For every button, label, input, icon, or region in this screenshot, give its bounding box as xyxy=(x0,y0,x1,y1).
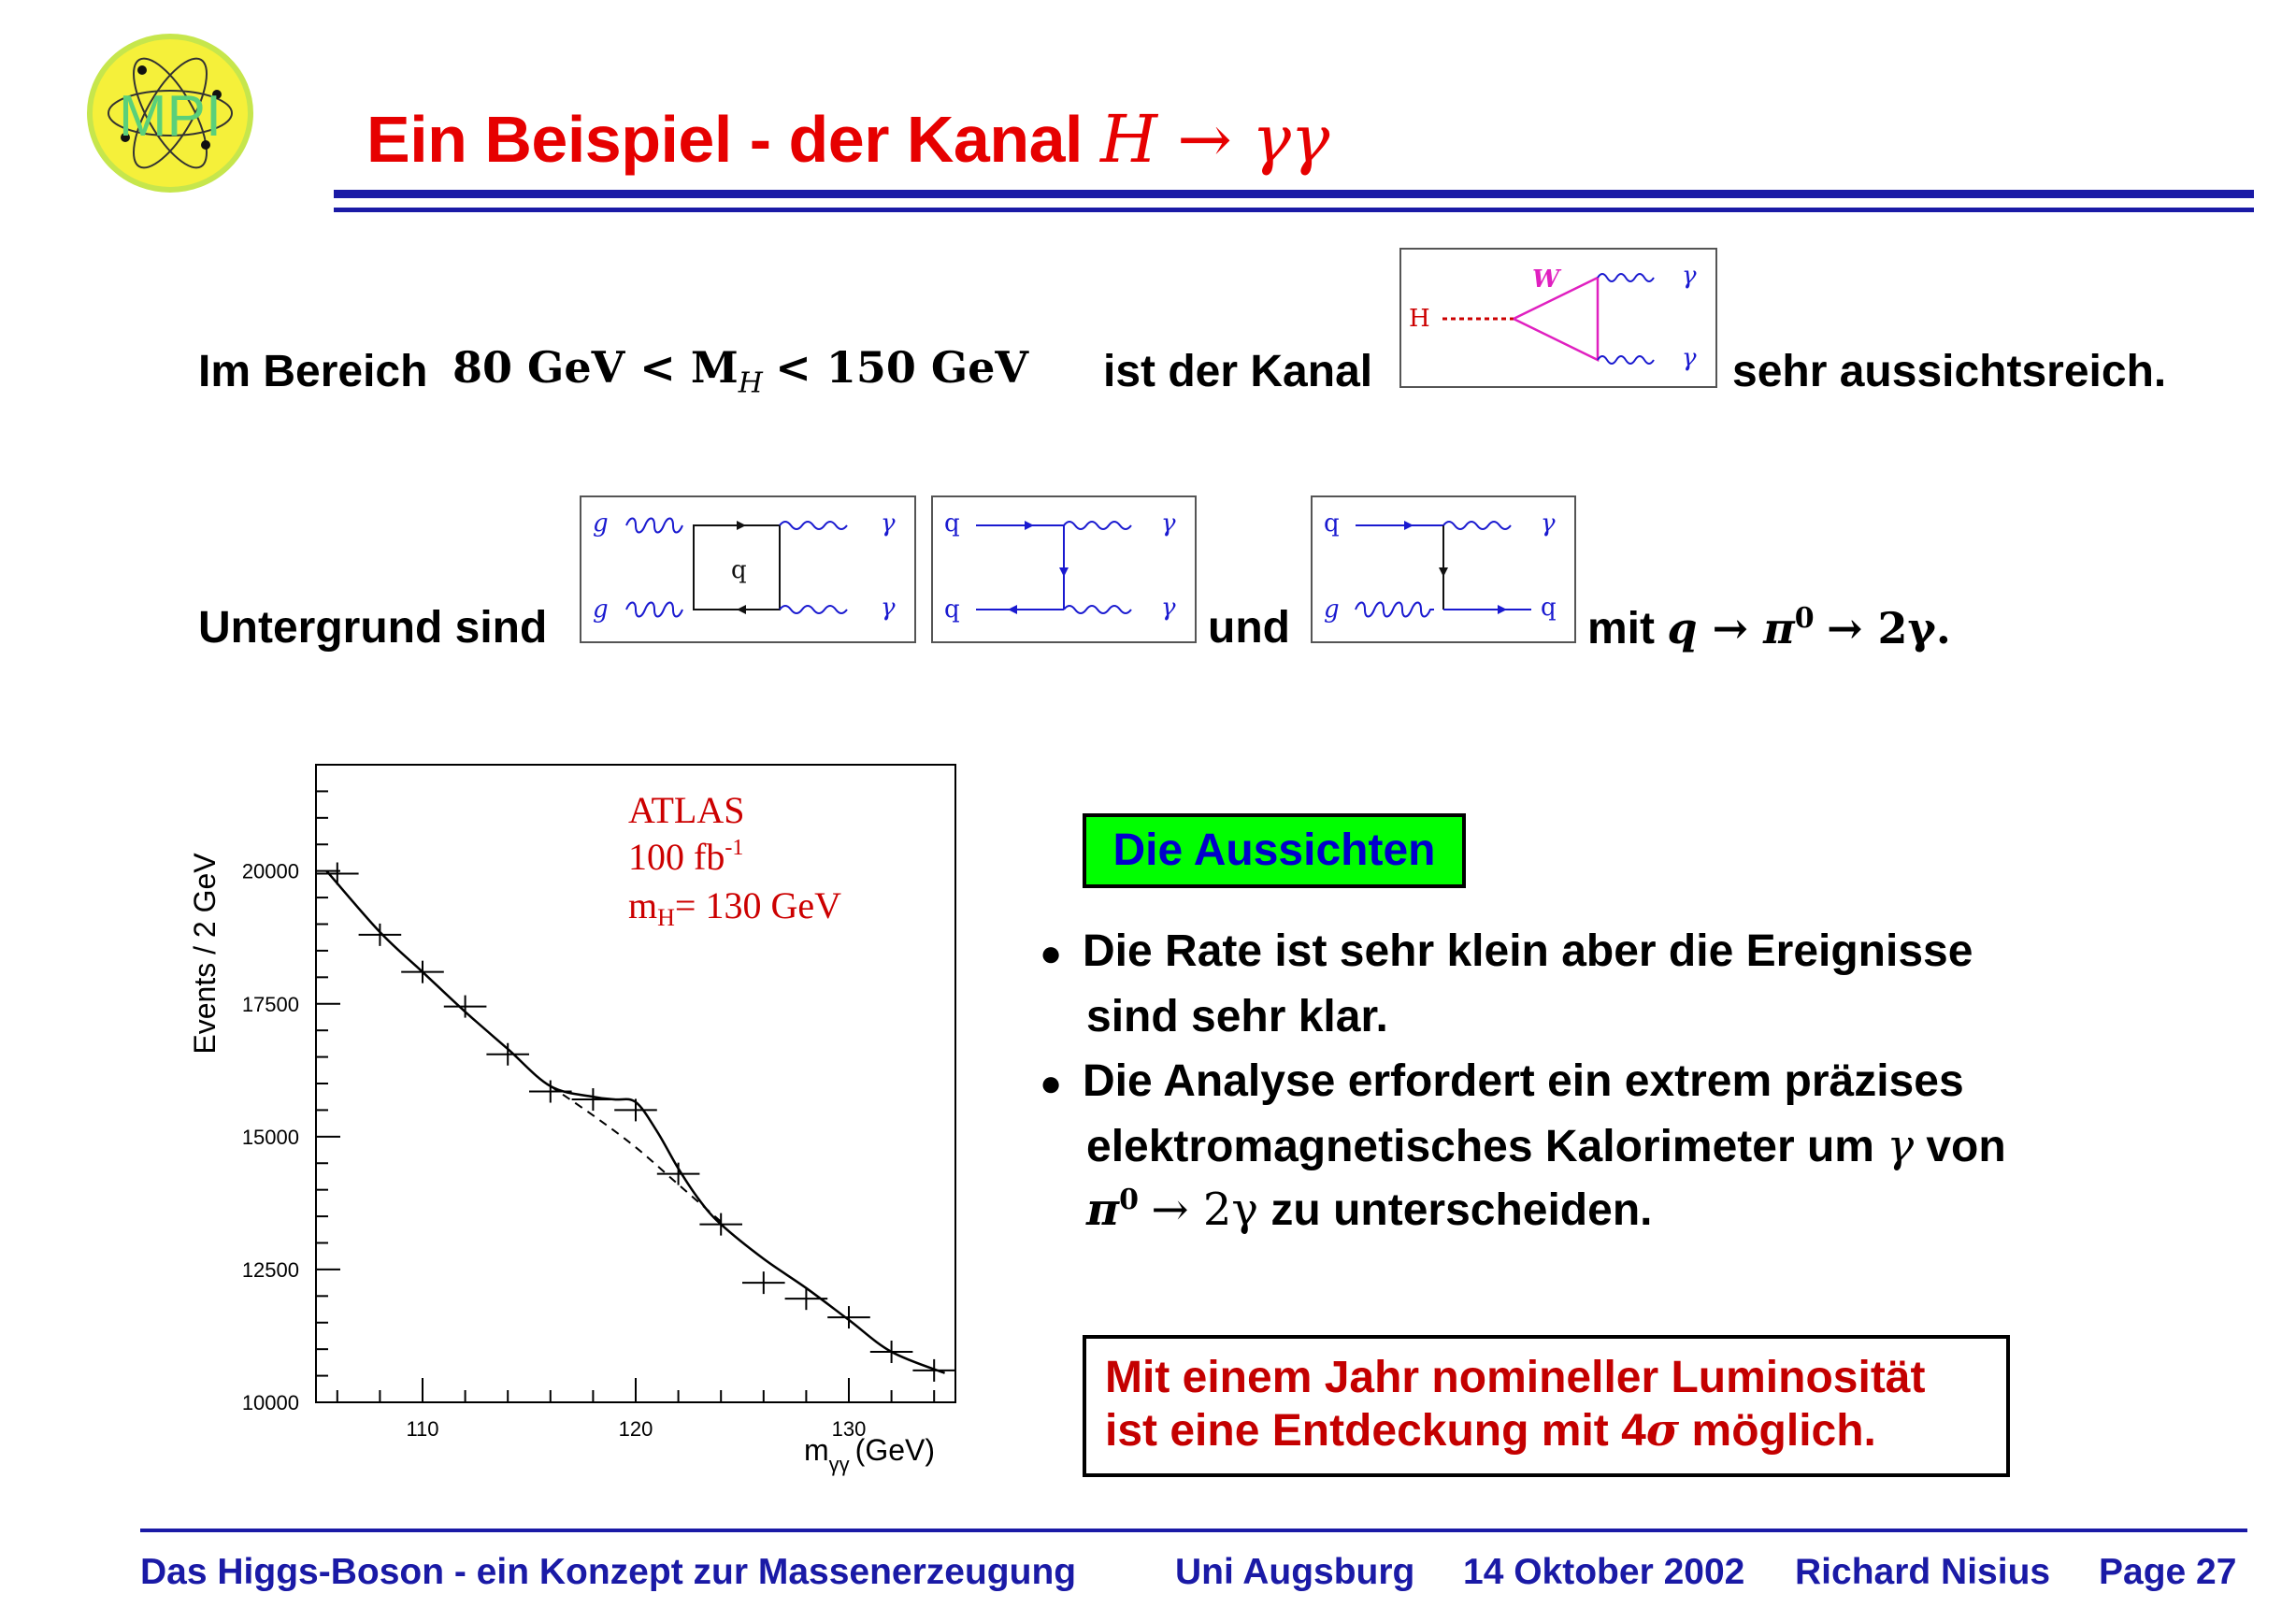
bg1-q: q xyxy=(731,556,747,584)
bullet-1-dot: ● xyxy=(1040,933,1063,974)
plot-ylabel: Events / 2 GeV xyxy=(188,853,222,1055)
footer-talk: Das Higgs-Boson - ein Konzept zur Massenerzeugung xyxy=(140,1552,1077,1592)
data-point xyxy=(316,863,359,885)
plot-annot-mass xyxy=(628,884,841,931)
bg3-q-out: q xyxy=(1541,594,1557,622)
bg3-gamma: γ xyxy=(1541,510,1556,538)
footer-place: Uni Augsburg xyxy=(1175,1552,1415,1592)
conclusion-line2-math: σ xyxy=(1645,1404,1680,1457)
bg1-gamma2: γ xyxy=(881,594,896,622)
bg2-q2: q xyxy=(944,596,960,624)
line1-math-tail: < 150 GeV xyxy=(775,342,1029,393)
y-tick-label: 17500 xyxy=(241,992,299,1016)
mass-spectrum-plot xyxy=(187,748,991,1486)
y-tick-label: 12500 xyxy=(241,1257,299,1282)
line1-math-text: 80 GeV < M xyxy=(452,342,739,393)
diag-h-label: H xyxy=(1409,305,1430,333)
x-tick-label: 120 xyxy=(618,1417,653,1441)
x-tick-label: 110 xyxy=(406,1417,439,1441)
bullet-2-line2 xyxy=(1086,1120,2006,1172)
plot-annot-mass-sub: H xyxy=(657,904,675,931)
line2-mit xyxy=(1587,602,1951,654)
y-tick-label: 10000 xyxy=(241,1391,299,1414)
bullet-1-line1: Die Rate ist sehr klein aber die Ereignisse xyxy=(1083,926,1973,976)
footer-author: Richard Nisius xyxy=(1795,1552,2051,1592)
line1-middle: ist der Kanal xyxy=(1103,347,1373,396)
page-title xyxy=(366,101,1329,178)
conclusion-line2 xyxy=(1105,1404,2006,1457)
bg1-g1: g xyxy=(593,510,609,538)
conclusion-line1: Mit einem Jahr nomineller Luminosität xyxy=(1105,1353,1926,1402)
line2-prefix: Untergrund sind xyxy=(198,603,548,653)
aussichten-box: Die Aussichten xyxy=(1083,813,1466,888)
line1-math xyxy=(452,342,1028,400)
conclusion-line2-text: ist eine Entdeckung mit 4 xyxy=(1105,1406,1646,1456)
background-diagram-qg xyxy=(1311,495,1576,643)
plot-xlabel xyxy=(804,1433,935,1476)
plot-xlabel-sub: γγ xyxy=(828,1453,850,1476)
bg2-q1: q xyxy=(944,510,960,538)
background-diagram-qq xyxy=(931,495,1197,643)
diag-gamma2: γ xyxy=(1682,344,1697,372)
plot-annot-lumi xyxy=(628,836,743,878)
diag-w-label: W xyxy=(1532,266,1560,294)
title-rule-thick xyxy=(334,190,2254,198)
bullet-2-line3-math-tail: → 2γ xyxy=(1151,1184,1259,1236)
data-point xyxy=(657,1163,700,1185)
footer-date: 14 Oktober 2002 xyxy=(1463,1552,1745,1592)
y-tick-label: 20000 xyxy=(241,859,299,883)
title-rule-thin xyxy=(334,208,2254,212)
diag-gamma1: γ xyxy=(1682,262,1697,290)
data-point xyxy=(359,924,402,946)
line1-suffix: sehr aussichtsreich. xyxy=(1732,347,2167,396)
bg3-q-in: q xyxy=(1324,510,1340,538)
line2-math-tail: → 2γ. xyxy=(1826,603,1951,653)
bg2-gamma2: γ xyxy=(1161,594,1176,622)
line2-und: und xyxy=(1208,603,1290,653)
bullet-1-line2: sind sehr klar. xyxy=(1086,992,1388,1041)
bullet-2-line1: Die Analyse erfordert ein extrem präzises xyxy=(1083,1056,1964,1106)
footer-rule xyxy=(140,1529,2247,1532)
fit-curve xyxy=(326,871,944,1373)
bullet-2-line3-text: zu unterscheiden. xyxy=(1270,1185,1653,1235)
bullet-2-line3 xyxy=(1086,1184,1652,1236)
line2-mit-word: mit xyxy=(1587,604,1655,653)
bullet-2-line2-tail: von xyxy=(1926,1122,2006,1171)
bullet-2-line2-text: elektromagnetisches Kalorimeter um xyxy=(1086,1122,1874,1171)
bg3-g-in: g xyxy=(1324,596,1340,624)
plot-annot-lumi-sup: -1 xyxy=(725,836,744,860)
line1-prefix: Im Bereich xyxy=(198,347,428,396)
conclusion-line2-tail: möglich. xyxy=(1691,1406,1876,1456)
plot-annot-lumi-text: 100 fb xyxy=(628,836,725,878)
bullet-2-line2-math: γ xyxy=(1887,1120,1915,1172)
data-point xyxy=(742,1271,785,1294)
bullet-2-line3-math: π xyxy=(1086,1184,1120,1236)
line2-math: q → π xyxy=(1667,603,1795,653)
bullet-2-line3-sup: 0 xyxy=(1119,1184,1140,1216)
footer-page: Page 27 xyxy=(2099,1552,2237,1592)
logo-text: MPI xyxy=(118,84,222,149)
bg1-g2: g xyxy=(593,596,609,624)
y-tick-label: 15000 xyxy=(241,1125,299,1149)
plot-annot-atlas: ATLAS xyxy=(628,789,745,831)
x-tick-label: 130 xyxy=(831,1417,867,1441)
plot-annot-mass-m: m xyxy=(628,884,658,926)
bg1-gamma1: γ xyxy=(881,510,896,538)
plot-xlabel-unit: (GeV) xyxy=(854,1433,935,1467)
mpi-logo xyxy=(86,33,254,194)
line1-math-sub: H xyxy=(738,366,763,400)
bg2-gamma1: γ xyxy=(1161,510,1176,538)
plot-annot-mass-val: = 130 GeV xyxy=(674,884,841,926)
conclusion-box xyxy=(1083,1335,2010,1477)
background-diagram-gg xyxy=(580,495,916,643)
line2-math-sup: 0 xyxy=(1794,602,1815,635)
title-text: Ein Beispiel - der Kanal xyxy=(366,103,1083,176)
plot-xlabel-m: m xyxy=(804,1433,829,1467)
bullet-2-dot: ● xyxy=(1040,1063,1063,1104)
higgs-decay-diagram xyxy=(1399,248,1717,388)
title-math: H → γγ xyxy=(1099,101,1329,178)
